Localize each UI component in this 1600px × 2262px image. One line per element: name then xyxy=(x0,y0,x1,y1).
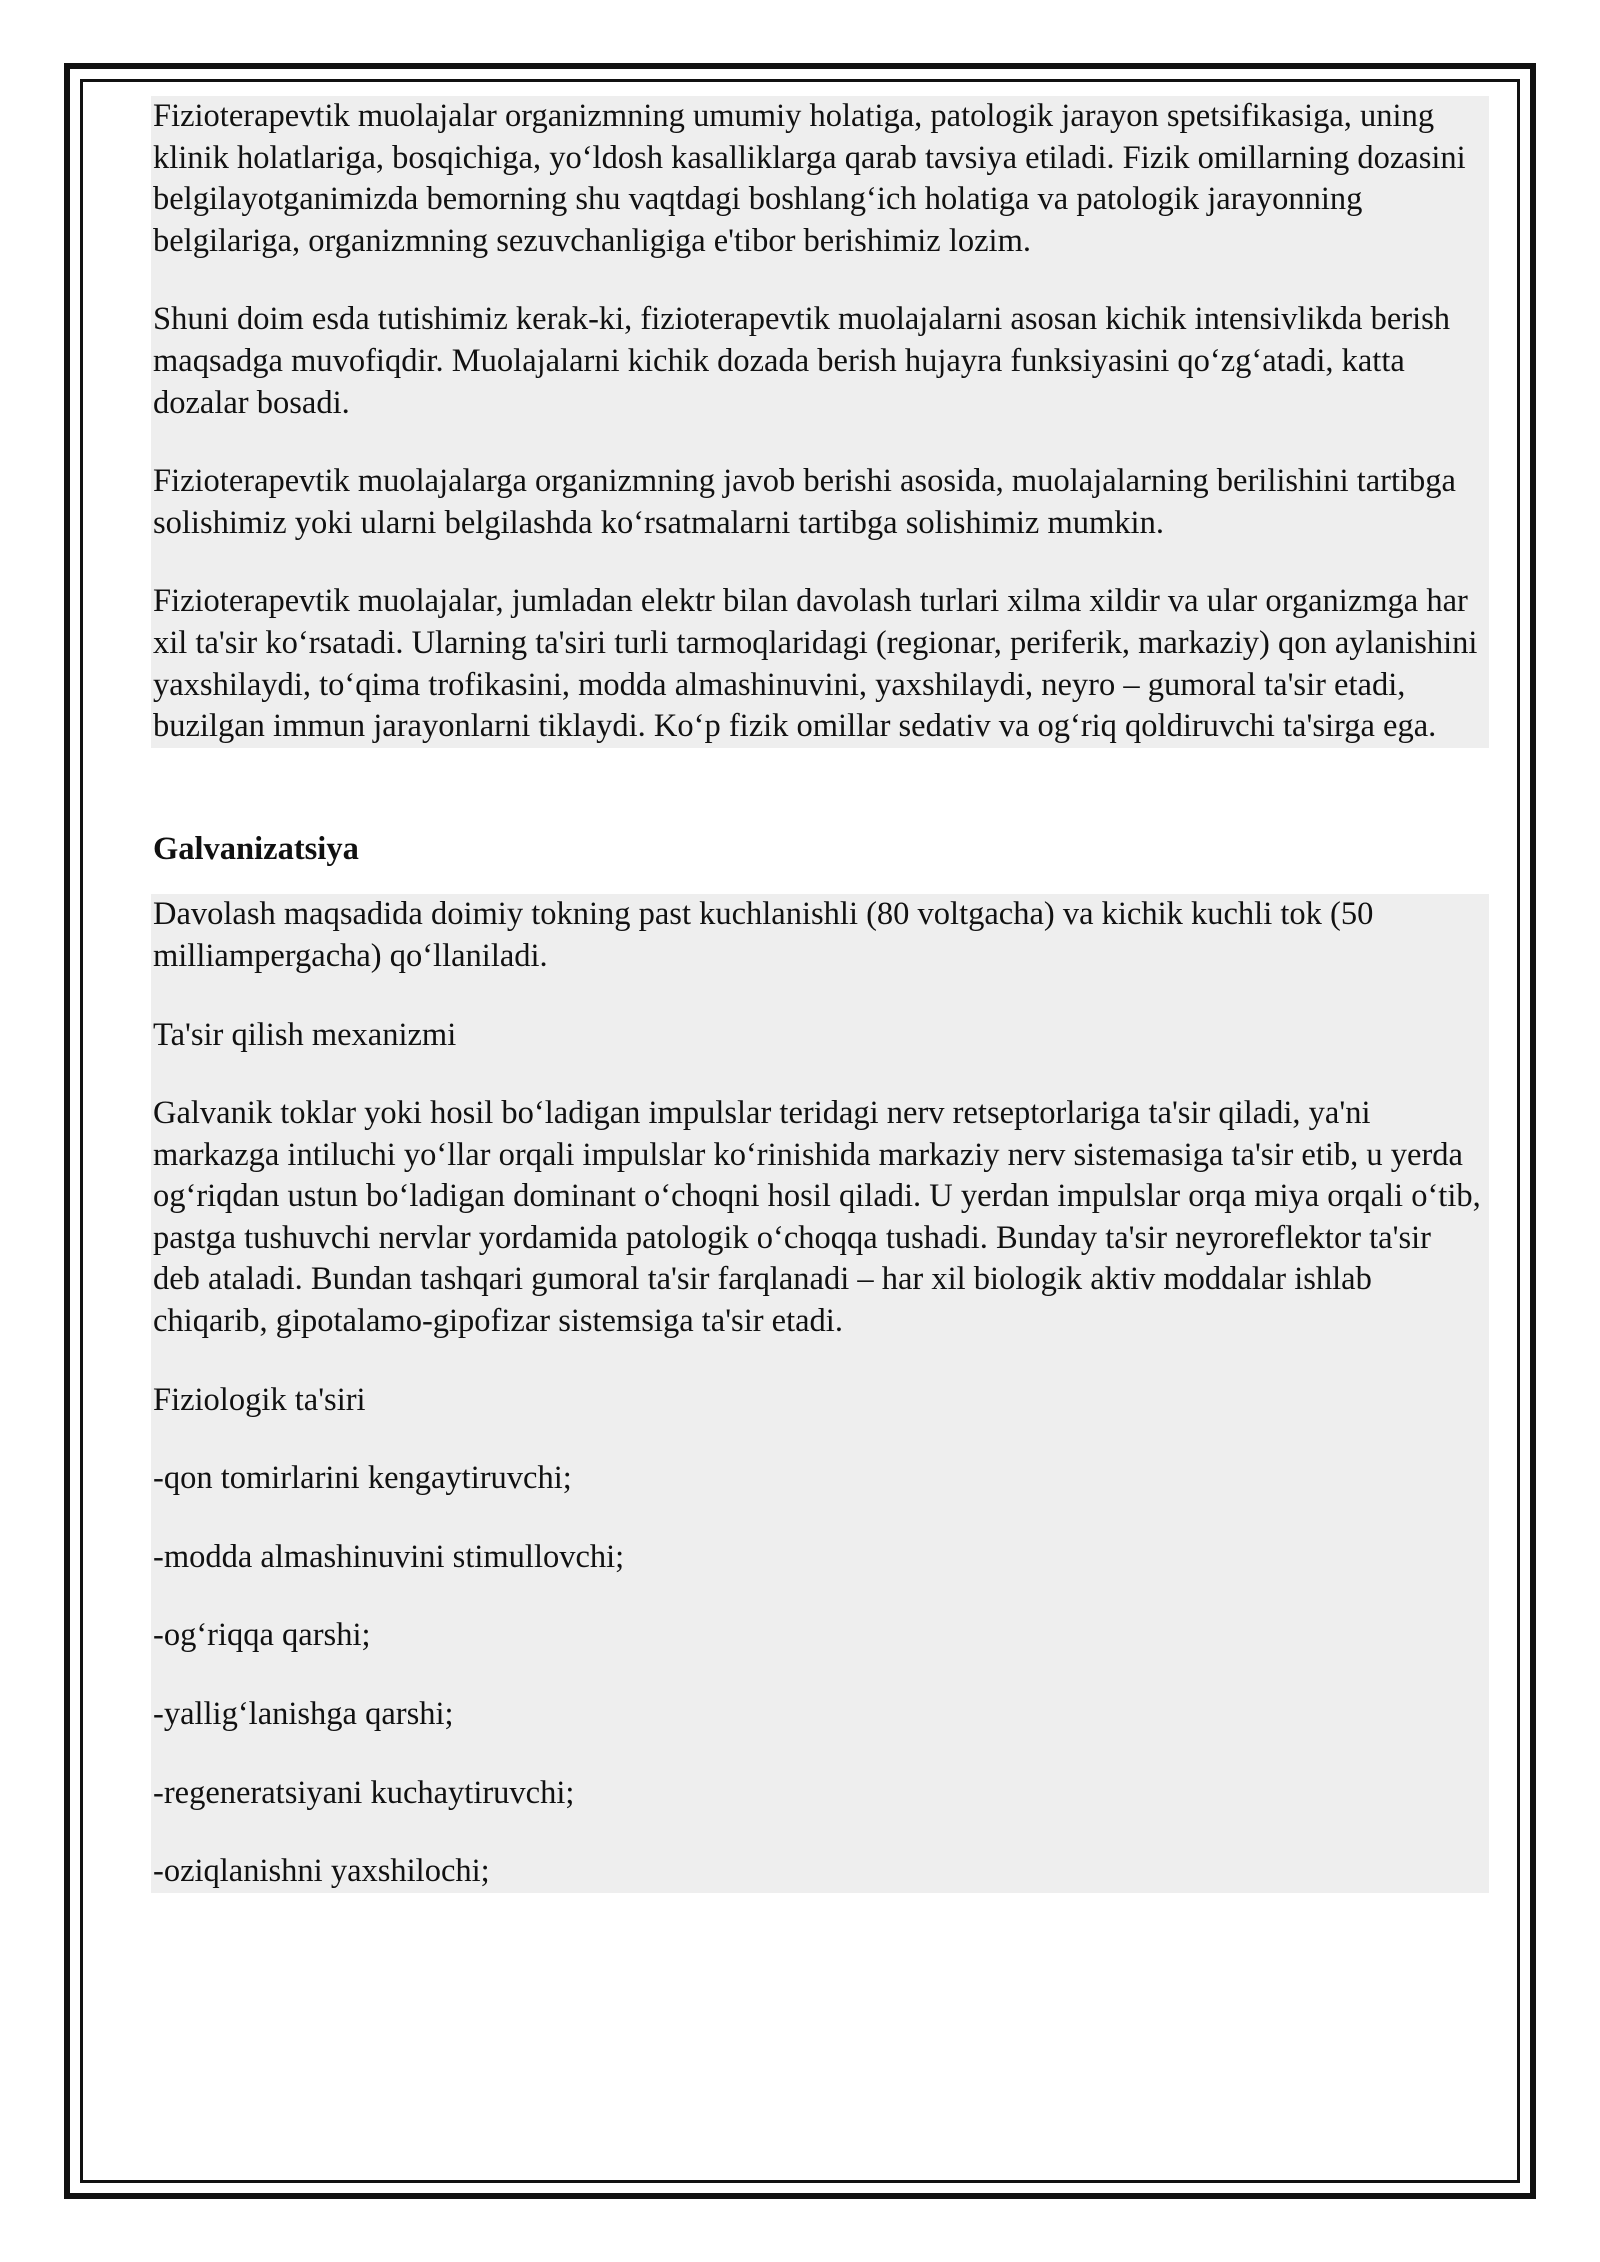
document-body xyxy=(151,96,1489,1893)
list-item: -oziqlanishni yaxshilochi; xyxy=(153,1853,490,1890)
list-item: -yallig‘lanishga qarshi; xyxy=(153,1696,454,1733)
subheading: Fiziologik ta'siri xyxy=(153,1381,366,1418)
list-item: -og‘riqqa qarshi; xyxy=(153,1617,371,1654)
intro-block xyxy=(151,96,1489,748)
list-item: -modda almashinuvini stimullovchi; xyxy=(153,1538,625,1575)
paragraph: Fizioterapevtik muolajalar, jumladan elektr bilan davolash turlari xilma xildir va ular organizmga har xil ta'sir ko‘rsatadi. Ularning ta'siri turli tarmoqlaridagi (regionar, periferik, markaziy) qon aylanishini yaxshilaydi, to‘qima trofikasini, modda almashinuvini, yaxshilaydi, neyro – gumoral ta'sir etadi, buzilgan immun jarayonlarni tiklaydi. Ko‘p fizik omillar sedativ va og‘riq qoldiruvchi ta'sirga ega. xyxy=(153,583,1478,745)
paragraph: Galvanik toklar yoki hosil bo‘ladigan impulslar teridagi nerv retseptorlariga ta'sir qiladi, ya'ni markazga intiluchi yo‘llar orqali impulslar ko‘rinishida markaziy nerv sistemasiga ta'sir etib, u yerda og‘riqdan ustun bo‘ladigan dominant o‘choqni hosil qiladi. U yerdan impulslar orqa miya orqali o‘tib, pastga tushuvchi nervlar yordamida patologik o‘choqqa tushadi. Bunday ta'sir neyroreflektor ta'sir deb ataladi. Bundan tashqari gumoral ta'sir farqlanadi – har xil biologik aktiv moddalar ishlab chiqarib, gipotalamo-gipofizar sistemsiga ta'sir etadi. xyxy=(153,1095,1481,1340)
paragraph: Shuni doim esda tutishimiz kerak-ki, fizioterapevtik muolajalarni asosan kichik intensivlikda berish maqsadga muvofiqdir. Muolajalarni kichik dozada berish hujayra funksiyasini qo‘zg‘atadi, katta dozalar bosadi. xyxy=(153,301,1451,421)
section-heading: Galvanizatsiya xyxy=(153,830,359,867)
list-item: -regeneratsiyani kuchaytiruvchi; xyxy=(153,1774,575,1811)
list-item: -qon tomirlarini kengaytiruvchi; xyxy=(153,1460,572,1497)
galvanization-block xyxy=(151,894,1489,1893)
paragraph: Davolash maqsadida doimiy tokning past kuchlanishli (80 voltgacha) va kichik kuchli tok (50 milliampergacha) qo‘llaniladi. xyxy=(153,896,1374,974)
subheading: Ta'sir qilish mexanizmi xyxy=(153,1016,457,1053)
paragraph: Fizioterapevtik muolajalarga organizmning javob berishi asosida, muolajalarning berilishini tartibga solishimiz yoki ularni belgilashda ko‘rsatmalarni tartibga solishimiz mumkin. xyxy=(153,463,1456,541)
paragraph: Fizioterapevtik muolajalar organizmning umumiy holatiga, patologik jarayon spetsifikasiga, uning klinik holatlariga, bosqichiga, yo‘ldosh kasalliklarga qarab tavsiya etiladi. Fizik omillarning dozasini belgilayotganimizda bemorning shu vaqtdagi boshlang‘ich holatiga va patologik jarayonning belgilariga, organizmning sezuvchanligiga e'tibor berishimiz lozim. xyxy=(153,98,1466,259)
